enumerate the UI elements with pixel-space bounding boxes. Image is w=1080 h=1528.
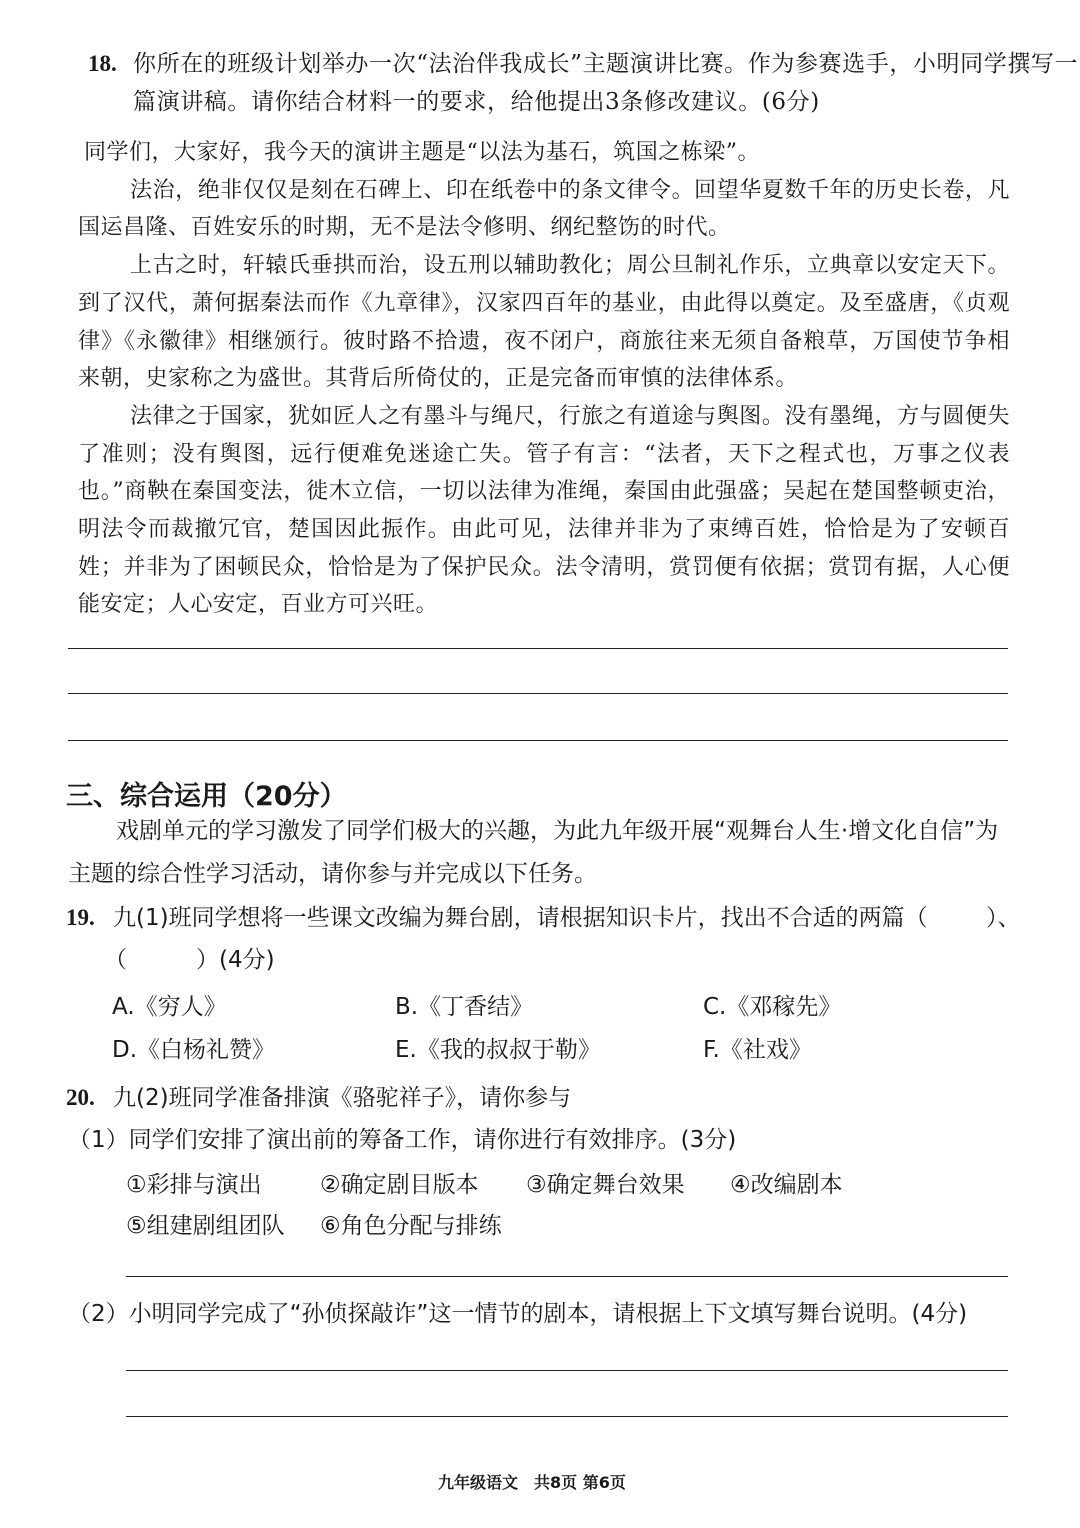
q19-option-c[interactable]: C.《邓稼先》	[703, 994, 842, 1020]
q19-prompt-line2: （ ）(4分)	[104, 947, 275, 973]
q20-sub1-prompt: （1）同学们安排了演出前的筹备工作，请你进行有效排序。(3分)	[68, 1127, 737, 1153]
answer-line[interactable]	[68, 693, 1008, 694]
answer-line[interactable]	[126, 1370, 1008, 1371]
q20-step-2: ②确定剧目版本	[320, 1172, 479, 1198]
speech-passage	[78, 134, 1010, 624]
q20-step-3: ③确定舞台效果	[526, 1172, 685, 1198]
q20-sub2-prompt: （2）小明同学完成了“孙侦探敲诈”这一情节的剧本，请根据上下文填写舞台说明。(4分)	[68, 1301, 968, 1327]
q19-option-a[interactable]: A.《穷人》	[112, 994, 227, 1020]
q19-option-f[interactable]: F.《社戏》	[703, 1037, 812, 1063]
q18-prompt-line2: 篇演讲稿。请你结合材料一的要求，给他提出3条修改建议。(6分)	[133, 89, 820, 115]
section-intro-line2: 主题的综合性学习活动，请你参与并完成以下任务。	[68, 861, 597, 887]
q20-number: 20.	[66, 1085, 95, 1110]
q19-prompt-line1: 九(1)班同学想将一些课文改编为舞台剧，请根据知识卡片，找出不合适的两篇（	[113, 905, 928, 931]
section-intro	[68, 810, 1013, 896]
section-title: 三、综合运用（20分）	[66, 781, 347, 812]
speech-paragraph-2: 法治，绝非仅仅是刻在石碑上、印在纸卷中的条文律令。回望华夏数千年的历史长卷，凡国运昌隆、百姓安乐的时期，无不是法令修明、纲纪整饬的时代。	[78, 177, 1010, 241]
q20-prompt: 九(2)班同学准备排演《骆驼祥子》，请你参与	[113, 1085, 572, 1111]
q20-step-4: ④改编剧本	[730, 1172, 843, 1198]
q18-number: 18.	[88, 51, 117, 76]
q20-step-6: ⑥角色分配与排练	[320, 1213, 502, 1239]
q19-option-e[interactable]: E.《我的叔叔于勒》	[395, 1037, 601, 1063]
q20-step-1: ①彩排与演出	[126, 1172, 262, 1198]
q19-number: 19.	[66, 905, 95, 930]
answer-line[interactable]	[126, 1416, 1008, 1417]
answer-line[interactable]	[126, 1276, 1008, 1277]
answer-line[interactable]	[68, 740, 1008, 741]
q19-option-b[interactable]: B.《丁香结》	[395, 994, 534, 1020]
speech-paragraph-3: 上古之时，轩辕氏垂拱而治，设五刑以辅助教化；周公旦制礼作乐，立典章以安定天下。到了汉代，萧何据秦法而作《九章律》，汉家四百年的基业，由此得以奠定。及至盛唐，《贞观律》《永徽律》相继颁行。彼时路不拾遗，夜不闭户，商旅往来无须自备粮草，万国使节争相来朝，史家称之为盛世。其背后所倚仗的，正是完备而审慎的法律体系。	[78, 253, 1010, 392]
speech-paragraph-4: 法律之于国家，犹如匠人之有墨斗与绳尺，行旅之有道途与舆图。没有墨绳，方与圆便失了准则；没有舆图，远行便难免迷途亡失。管子有言：“法者，天下之程式也，万事之仪表也。”商鞅在秦国变法，徙木立信，一切以法律为准绳，秦国由此强盛；吴起在楚国整顿吏治，明法令而裁撤冗官，楚国因此振作。由此可见，法律并非为了束缚百姓，恰恰是为了安顿百姓；并非为了困顿民众，恰恰是为了保护民众。法令清明，赏罚便有依据；赏罚有据，人心便能安定；人心安定，百业方可兴旺。	[78, 403, 1010, 618]
speech-paragraph-1: 同学们，大家好，我今天的演讲主题是“以法为基石，筑国之栋梁”。	[84, 140, 760, 165]
answer-line[interactable]	[68, 648, 1008, 649]
section-intro-line1: 戏剧单元的学习激发了同学们极大的兴趣，为此九年级开展“观舞台人生·增文化自信”为	[116, 818, 999, 844]
q19-answer-separator: ）、	[986, 905, 1021, 931]
q20-step-5: ⑤组建剧组团队	[126, 1213, 285, 1239]
q19-option-d[interactable]: D.《白杨礼赞》	[112, 1037, 276, 1063]
q18-prompt-line1: 你所在的班级计划举办一次“法治伴我成长”主题演讲比赛。作为参赛选手，小明同学撰写一	[133, 51, 1079, 77]
page-footer: 九年级语文 共8页 第6页	[438, 1473, 626, 1492]
